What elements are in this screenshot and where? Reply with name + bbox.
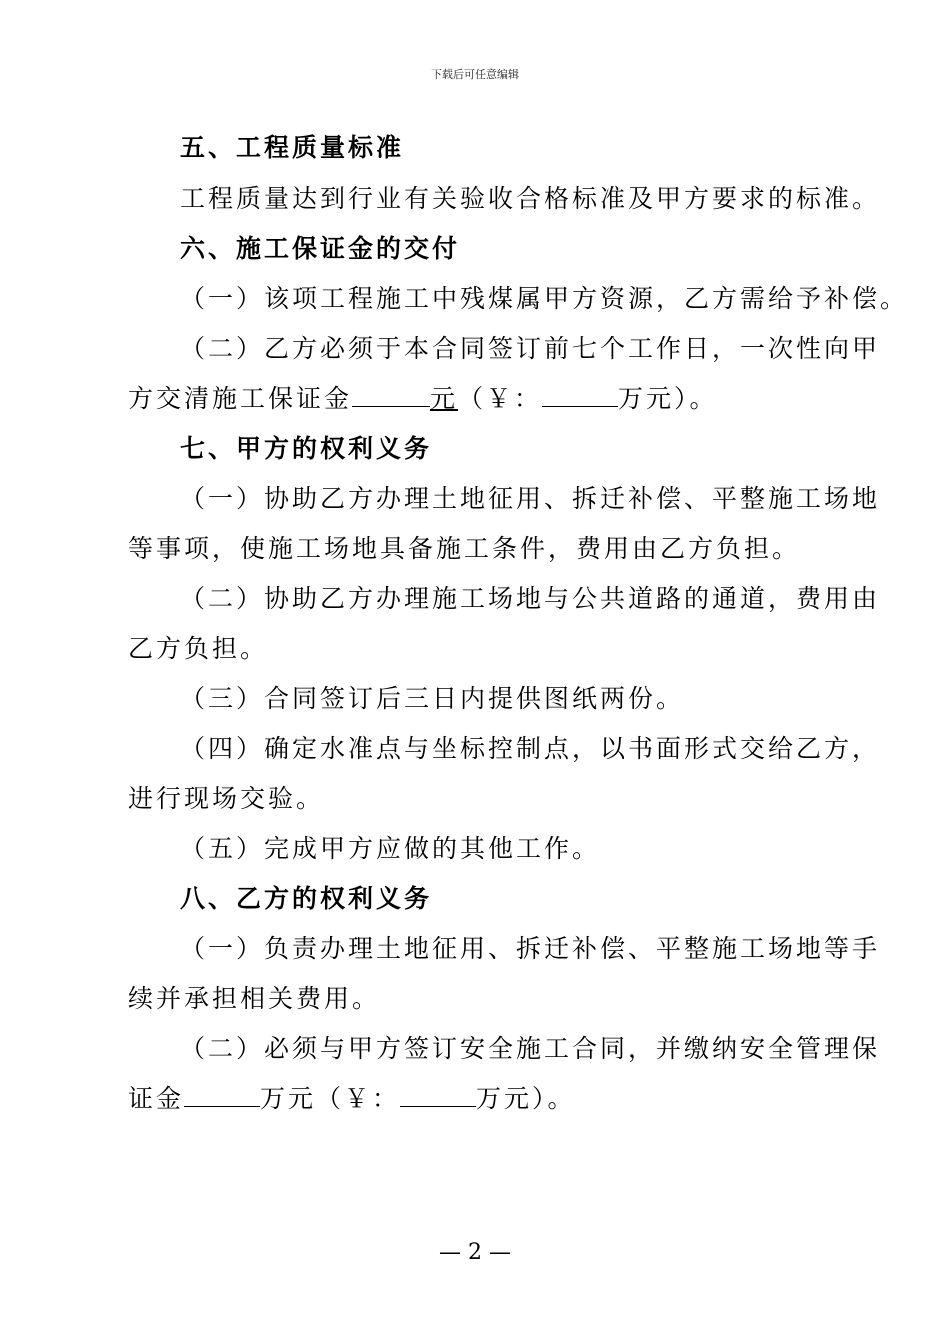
paragraph-8-2-line2 bbox=[128, 1083, 576, 1115]
page-header: 下载后可任意编辑 bbox=[431, 68, 519, 81]
section-heading-8: 八、乙方的权利义务 bbox=[180, 884, 433, 913]
paragraph-8-1-line1: （一）负责办理土地征用、拆迁补偿、平整施工场地等手 bbox=[180, 934, 881, 963]
text-fragment: 万元）。 bbox=[618, 384, 718, 413]
paragraph-7-4-line2: 进行现场交验。 bbox=[128, 784, 325, 813]
paragraph-8-1-line2: 续并承担相关费用。 bbox=[128, 984, 381, 1013]
paragraph-6-2-line2 bbox=[128, 383, 718, 415]
paragraph-8-2-line1: （二）必须与甲方签订安全施工合同，并缴纳安全管理保 bbox=[180, 1034, 881, 1063]
blank-amount bbox=[352, 384, 430, 407]
section-heading-5: 五、工程质量标准 bbox=[180, 133, 405, 162]
text-fragment: 方交清施工保证金 bbox=[128, 384, 353, 413]
blank-amount bbox=[400, 1084, 476, 1107]
paragraph-7-3: （三）合同签订后三日内提供图纸两份。 bbox=[180, 684, 685, 713]
paragraph-6-1: （一）该项工程施工中残煤属甲方资源，乙方需给予补偿。 bbox=[180, 284, 909, 313]
paragraph-6-2-line1: （二）乙方必须于本合同签订前七个工作日，一次性向甲 bbox=[180, 334, 881, 363]
text-fragment: （￥： bbox=[458, 384, 543, 413]
unit-yuan: 元 bbox=[430, 384, 459, 413]
blank-amount bbox=[542, 384, 618, 407]
paragraph-7-2-line2: 乙方负担。 bbox=[128, 634, 269, 663]
page-number: — 2 — bbox=[439, 1240, 511, 1265]
text-fragment: 万元（￥： bbox=[260, 1084, 401, 1113]
paragraph-7-1-line2: 等事项，使施工场地具备施工条件，费用由乙方负担。 bbox=[128, 534, 801, 563]
paragraph-7-2-line1: （二）协助乙方办理施工场地与公共道路的通道，费用由 bbox=[180, 584, 881, 613]
blank-amount bbox=[184, 1084, 260, 1107]
section-heading-6: 六、施工保证金的交付 bbox=[180, 234, 461, 263]
text-fragment: 证金 bbox=[128, 1084, 185, 1113]
text-fragment: 万元）。 bbox=[476, 1084, 576, 1113]
paragraph-7-5: （五）完成甲方应做的其他工作。 bbox=[180, 834, 601, 863]
paragraph-7-4-line1: （四）确定水准点与坐标控制点，以书面形式交给乙方， bbox=[180, 734, 881, 763]
paragraph-7-1-line1: （一）协助乙方办理土地征用、拆迁补偿、平整施工场地 bbox=[180, 484, 881, 513]
section-heading-7: 七、甲方的权利义务 bbox=[180, 434, 433, 463]
paragraph-quality: 工程质量达到行业有关验收合格标准及甲方要求的标准。 bbox=[180, 184, 881, 213]
